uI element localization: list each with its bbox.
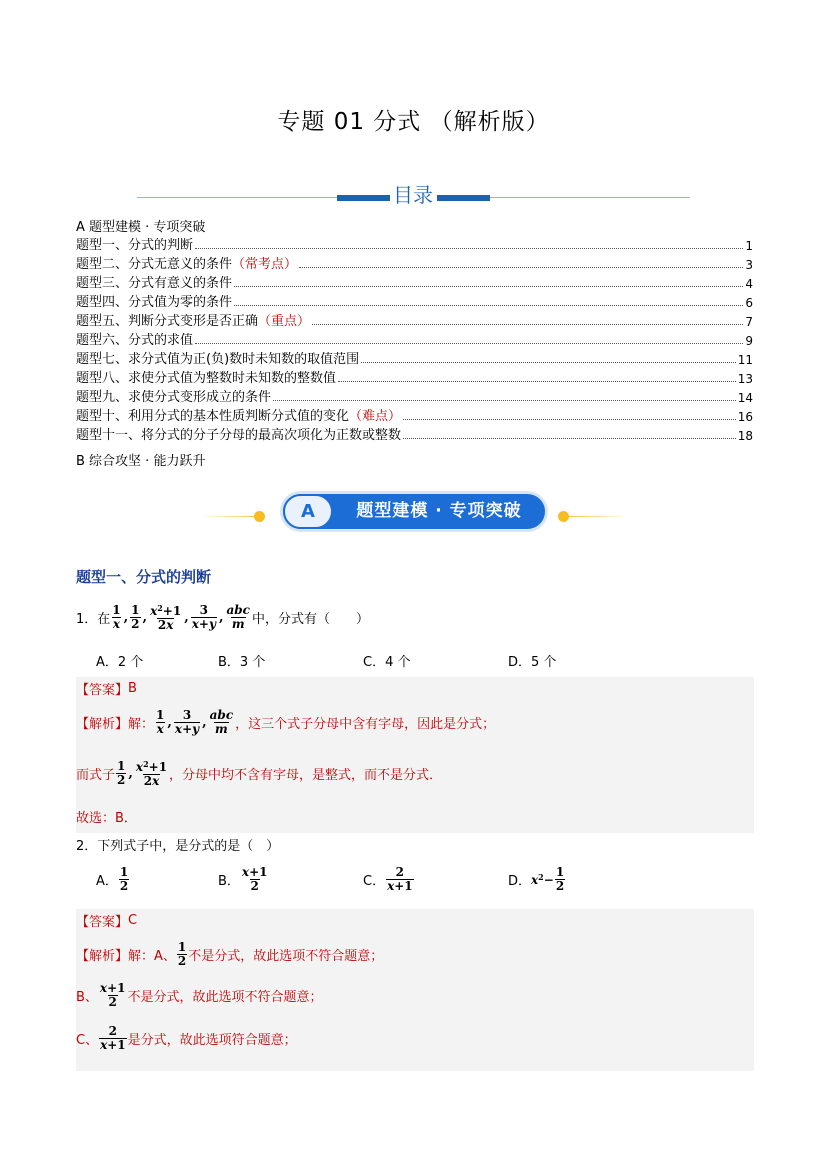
analysis-text: ，这三个式子分母中含有字母，因此是分式； xyxy=(235,717,496,732)
answer-1 xyxy=(76,679,137,698)
option-b[interactable]: B．3 个 xyxy=(218,655,266,670)
option-a[interactable]: A．2 个 xyxy=(96,655,144,670)
toc-item-label: 题型九、求使分式变形成立的条件 xyxy=(76,390,272,405)
math-fraction: 1 x xyxy=(112,602,121,631)
toc-item-label: 题型七、求分式值为正(负)数时未知数的取值范围 xyxy=(76,352,360,367)
analysis-1-line-1: 【解析】 解： 1 x , 3 x+y , abc m ，这三个式子分母中含有字母，因此是分式； xyxy=(76,708,496,736)
answer-value: C xyxy=(128,913,138,928)
toc-item[interactable] xyxy=(76,272,753,291)
math-fraction: 2 x+1 xyxy=(387,865,413,893)
answer-value: B xyxy=(128,681,137,696)
question-1-prefix: 1．在 xyxy=(76,611,111,627)
analysis-1-line-2: 而式子 1 2 , $x^2+1$ 2x ，分母中均不含有字母，是整式，而不是分式． xyxy=(76,758,443,788)
toc-leader xyxy=(312,324,743,325)
toc-page: 18 xyxy=(737,429,753,443)
analysis-text: 是分式，故此选项符合题意； xyxy=(127,1033,297,1048)
toc-page: 11 xyxy=(737,353,753,367)
math-fraction: 1 2 xyxy=(117,758,126,787)
answer-box-1 xyxy=(76,677,754,833)
banner-dot-left xyxy=(254,511,265,522)
toc-item-label: 题型十、利用分式的基本性质判断分式值的变化 xyxy=(76,409,350,424)
toc-item-label: 题型二、分式无意义的条件 xyxy=(76,257,233,272)
analysis-text: 解： xyxy=(128,717,155,732)
option-c[interactable] xyxy=(363,866,415,893)
toc-page: 14 xyxy=(737,391,753,405)
toc-heading: 目录 xyxy=(393,183,433,207)
toc-item-label: 题型六、分式的求值 xyxy=(76,333,194,348)
answer-label: 【答案】 xyxy=(76,683,129,698)
toc-leader xyxy=(403,419,736,420)
math-fraction: $x^2+1$ 2x xyxy=(135,759,168,788)
toc-item-label: 题型十一、将分式的分子分母的最高次项化为正数或整数 xyxy=(76,428,402,443)
toc-item[interactable] xyxy=(76,367,753,386)
math-fraction: 3 x+y xyxy=(174,708,200,736)
math-fraction: 3 x+y xyxy=(191,602,216,631)
answer-label: 【答案】 xyxy=(76,915,129,930)
option-letter: D． xyxy=(508,874,532,889)
analysis-2-line-b xyxy=(76,982,323,1009)
toc-leader xyxy=(299,267,743,268)
math-fraction: abc m xyxy=(226,602,250,631)
toc-item[interactable] xyxy=(76,253,753,272)
section-title: 题型一、分式的判断 xyxy=(76,568,212,586)
toc-page: 9 xyxy=(745,334,753,348)
toc-leader xyxy=(195,248,743,249)
toc-item[interactable] xyxy=(76,291,753,310)
toc-page: 16 xyxy=(737,410,753,424)
analysis-2-line-a xyxy=(76,941,383,968)
analysis-label: 【解析】 xyxy=(76,717,129,732)
analysis-2-line-c xyxy=(76,1025,297,1052)
toc-leader xyxy=(273,400,736,401)
option-letter: B． xyxy=(218,874,240,889)
analysis-label: 【解析】 xyxy=(76,949,129,964)
question-2: 2．下列式子中，是分式的是（ ） xyxy=(76,839,280,854)
toc-item-tag: （重点） xyxy=(258,314,311,329)
math-fraction: abc m xyxy=(209,708,234,736)
toc-item-label: 题型八、求使分式值为整数时未知数的整数值 xyxy=(76,371,337,386)
question-1-suffix: 中，分式有（ ） xyxy=(251,611,369,627)
toc-leader xyxy=(361,362,736,363)
math-fraction: x+1 2 xyxy=(241,865,268,893)
banner-line-right xyxy=(563,516,628,517)
analysis-text: 不是分式，故此选项不符合题意； xyxy=(127,990,323,1005)
toc-item[interactable] xyxy=(76,310,753,329)
math-fraction: 1 2 xyxy=(131,602,140,631)
option-letter: A． xyxy=(96,874,118,889)
toc-item-label: 题型四、分式值为零的条件 xyxy=(76,295,233,310)
option-b[interactable] xyxy=(218,866,269,893)
toc-item[interactable] xyxy=(76,386,753,405)
toc-page: 13 xyxy=(737,372,753,386)
math-fraction: x+1 2 xyxy=(99,981,126,1009)
toc-item-label: 题型一、分式的判断 xyxy=(76,238,194,253)
toc-leader xyxy=(234,286,743,287)
option-letter: C． xyxy=(363,874,386,889)
toc-leader xyxy=(195,343,743,344)
math-fraction: 1 2 xyxy=(119,865,129,893)
toc-divider-left xyxy=(137,197,337,198)
toc-page: 4 xyxy=(745,277,753,291)
answer-2 xyxy=(76,911,137,930)
analysis-text: 解：A、 xyxy=(128,949,176,964)
math-fraction: 1 2 xyxy=(177,940,187,968)
toc-item[interactable] xyxy=(76,348,753,367)
math-fraction: 2 x+1 xyxy=(100,1024,126,1052)
toc-item-tag: （难点） xyxy=(349,409,402,424)
banner-text: 题型建模 · 专项突破 xyxy=(356,501,522,521)
analysis-text: ，分母中均不含有字母，是整式，而不是分式． xyxy=(169,767,443,783)
math-fraction: $x^2+1$ 2x xyxy=(150,603,182,632)
toc-leader xyxy=(234,305,743,306)
toc-page: 1 xyxy=(745,239,753,253)
toc-section-a[interactable]: A 题型建模 · 专项突破 xyxy=(76,220,206,235)
toc-section-b[interactable]: B 综合攻坚 · 能力跃升 xyxy=(76,454,206,469)
toc-item-label: 题型五、判断分式变形是否正确 xyxy=(76,314,259,329)
toc-divider-right xyxy=(490,197,690,198)
conclusion-1: 故选：B． xyxy=(76,811,137,826)
option-d[interactable] xyxy=(508,866,566,893)
toc-leader xyxy=(403,438,736,439)
math-fraction: 1 x xyxy=(156,708,165,736)
toc-item-label: 题型三、分式有意义的条件 xyxy=(76,276,233,291)
toc-item[interactable] xyxy=(76,234,753,253)
question-1: 1．在 1 x , 1 2 , $x^2+1$ 2x , 3 x+y , abc m 中，分式有（ ） xyxy=(76,602,369,632)
toc-page: 3 xyxy=(745,258,753,272)
toc-page: 7 xyxy=(745,315,753,329)
math-expression: $x^2-$ xyxy=(531,872,554,887)
option-c[interactable]: C．4 个 xyxy=(363,655,411,670)
analysis-text: 而式子 xyxy=(76,767,116,783)
toc-item[interactable] xyxy=(76,329,753,348)
option-d[interactable]: D．5 个 xyxy=(508,655,557,670)
toc-item-tag: （常考点） xyxy=(232,257,298,272)
banner-letter: A xyxy=(283,494,333,529)
analysis-text: 不是分式，故此选项不符合题意； xyxy=(188,949,384,964)
toc-leader xyxy=(338,381,736,382)
analysis-text: B、 xyxy=(76,990,98,1005)
toc-bar-right xyxy=(437,195,490,201)
toc-item[interactable] xyxy=(76,405,753,424)
option-a[interactable] xyxy=(96,866,130,893)
math-fraction: $\frac{1}{2}$ xyxy=(555,865,565,893)
page-title: 专题 01 分式 （解析版） xyxy=(277,109,550,135)
toc-item[interactable] xyxy=(76,424,753,443)
toc-page: 6 xyxy=(745,296,753,310)
analysis-text: C、 xyxy=(76,1033,99,1048)
